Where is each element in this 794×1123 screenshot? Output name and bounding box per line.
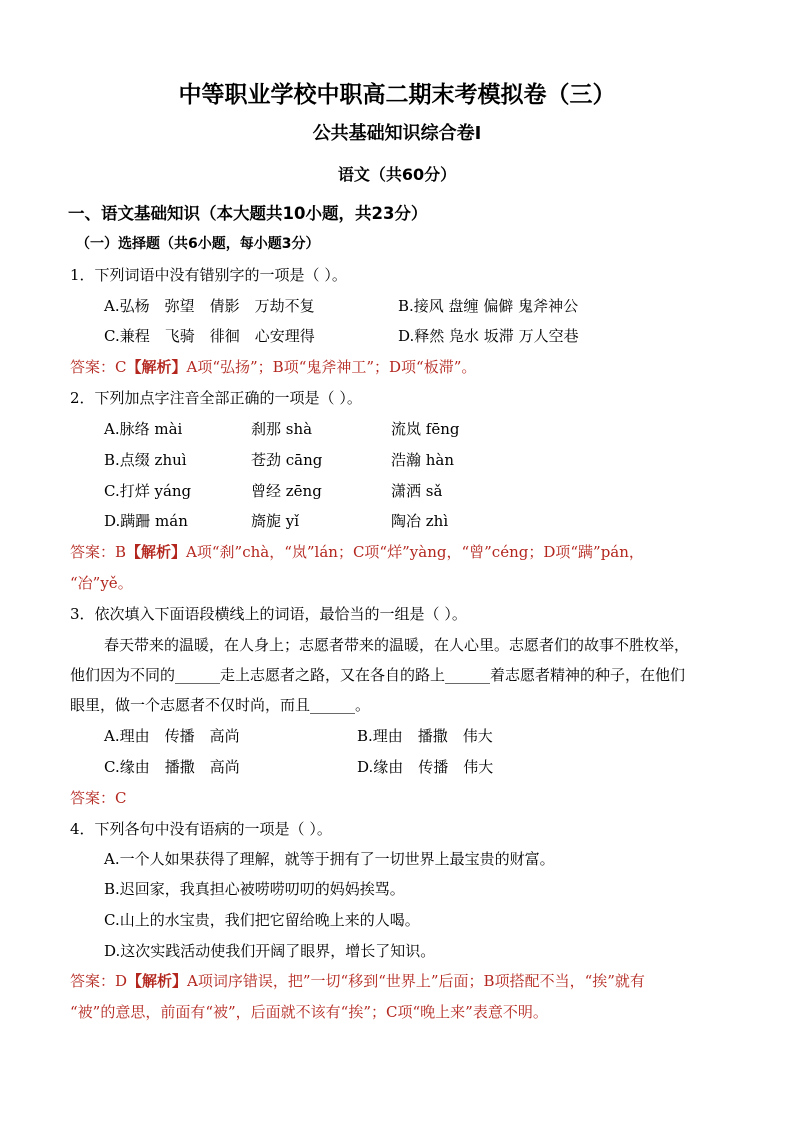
q1-option-c: C.兼程 飞骑 徘徊 心安理得 <box>104 327 315 345</box>
q1-option-d: D.释然 凫水 坂滞 万人空巷 <box>398 327 579 345</box>
q2-answer-continued: “冶”yě。 <box>70 574 133 592</box>
q3-option-c: C.缘由 播撒 高尚 <box>104 758 240 776</box>
answer-label: 答案：C <box>70 358 127 376</box>
q4-option-a: A.一个人如果获得了理解，就等于拥有了一切世界上最宝贵的财富。 <box>104 850 555 868</box>
q3-option-b: B.理由 播撒 伟大 <box>357 727 493 745</box>
q2-option-a-word1: A.脉络 mài <box>104 420 183 438</box>
q2-option-c-word2: 曾经 zēng <box>251 482 322 500</box>
answer-explanation: A项“弘扬”；B项“鬼斧神工”；D项“板滞”。 <box>186 358 477 376</box>
q2-option-b-word3: 浩瀚 hàn <box>391 451 455 469</box>
q2-option-d-word1: D.蹒跚 mán <box>104 512 188 530</box>
analysis-tag: 【解析】 <box>126 543 187 561</box>
q4-option-b: B.迟回家，我真担心被唠唠叨叨的妈妈挨骂。 <box>104 880 405 898</box>
q4-option-d: D.这次实践活动使我们开阔了眼界，增长了知识。 <box>104 942 436 960</box>
q1-stem: 1．下列词语中没有错别字的一项是（ ）。 <box>70 266 347 284</box>
q4-answer-continued: “被”的意思，前面有“被”，后面就不该有“挨”；C项“晚上来”表意不明。 <box>70 1003 548 1021</box>
q1-option-b: B.接风 盘缠 偏僻 鬼斧神公 <box>398 297 579 315</box>
section-heading: 一、语文基础知识（本大题共10小题，共23分） <box>68 204 428 223</box>
q2-option-c-word3: 潇洒 sǎ <box>391 482 443 500</box>
q3-passage-line1: 春天带来的温暖，在人身上；志愿者带来的温暖，在人心里。志愿者们的故事不胜枚举， <box>104 636 690 654</box>
q2-answer <box>70 541 644 563</box>
q1-option-a: A.弘杨 弥望 倩影 万劫不复 <box>104 297 315 315</box>
q3-passage-line3: 眼里，做一个志愿者不仅时尚，而且______。 <box>70 696 371 714</box>
q2-option-a-word3: 流岚 fēng <box>391 420 460 438</box>
answer-label: 答案：D <box>70 972 128 990</box>
q3-stem: 3．依次填入下面语段横线上的词语，最恰当的一组是（ ）。 <box>70 605 467 623</box>
answer-explanation: A项“刹”chà，“岚”lán；C项“烊”yàng，“曾”céng；D项“蹒”pán， <box>186 543 644 561</box>
q1-answer <box>70 356 476 378</box>
q2-option-b-word2: 苍劲 cāng <box>251 451 323 469</box>
exam-title: 中等职业学校中职高二期末考模拟卷（三） <box>178 82 616 108</box>
q4-answer <box>70 970 645 992</box>
subject-title: 语文（共60分） <box>337 165 457 184</box>
answer-explanation: A项词序错误，把”一切“移到“世界上”后面；B项搭配不当，“挨”就有 <box>187 972 645 990</box>
q2-option-b-word1: B.点缀 zhuì <box>104 451 187 469</box>
answer-label: 答案：B <box>70 543 127 561</box>
q2-option-d-word2: 旖旎 yǐ <box>251 512 300 530</box>
analysis-tag: 【解析】 <box>126 358 187 376</box>
q4-stem: 4．下列各句中没有语病的一项是（ ）。 <box>70 820 332 838</box>
analysis-tag: 【解析】 <box>127 972 188 990</box>
q4-option-c: C.山上的水宝贵，我们把它留给晚上来的人喝。 <box>104 911 420 929</box>
q3-option-a: A.理由 传播 高尚 <box>104 727 240 745</box>
q3-option-d: D.缘由 传播 伟大 <box>357 758 494 776</box>
q2-option-a-word2: 刹那 shà <box>251 420 313 438</box>
q3-passage-line2: 他们因为不同的______走上志愿者之路，又在各自的路上______着志愿者精神的种子，在他们 <box>70 666 686 684</box>
exam-subtitle: 公共基础知识综合卷Ⅰ <box>312 123 482 144</box>
q2-option-d-word3: 陶冶 zhì <box>391 512 449 530</box>
q2-option-c-word1: C.打烊 yáng <box>104 482 192 500</box>
section-subheading: （一）选择题（共6小题，每小题3分） <box>76 236 320 252</box>
q2-stem: 2．下列加点字注音全部正确的一项是（ ）。 <box>70 389 362 407</box>
q3-answer: 答案：C <box>70 789 127 807</box>
